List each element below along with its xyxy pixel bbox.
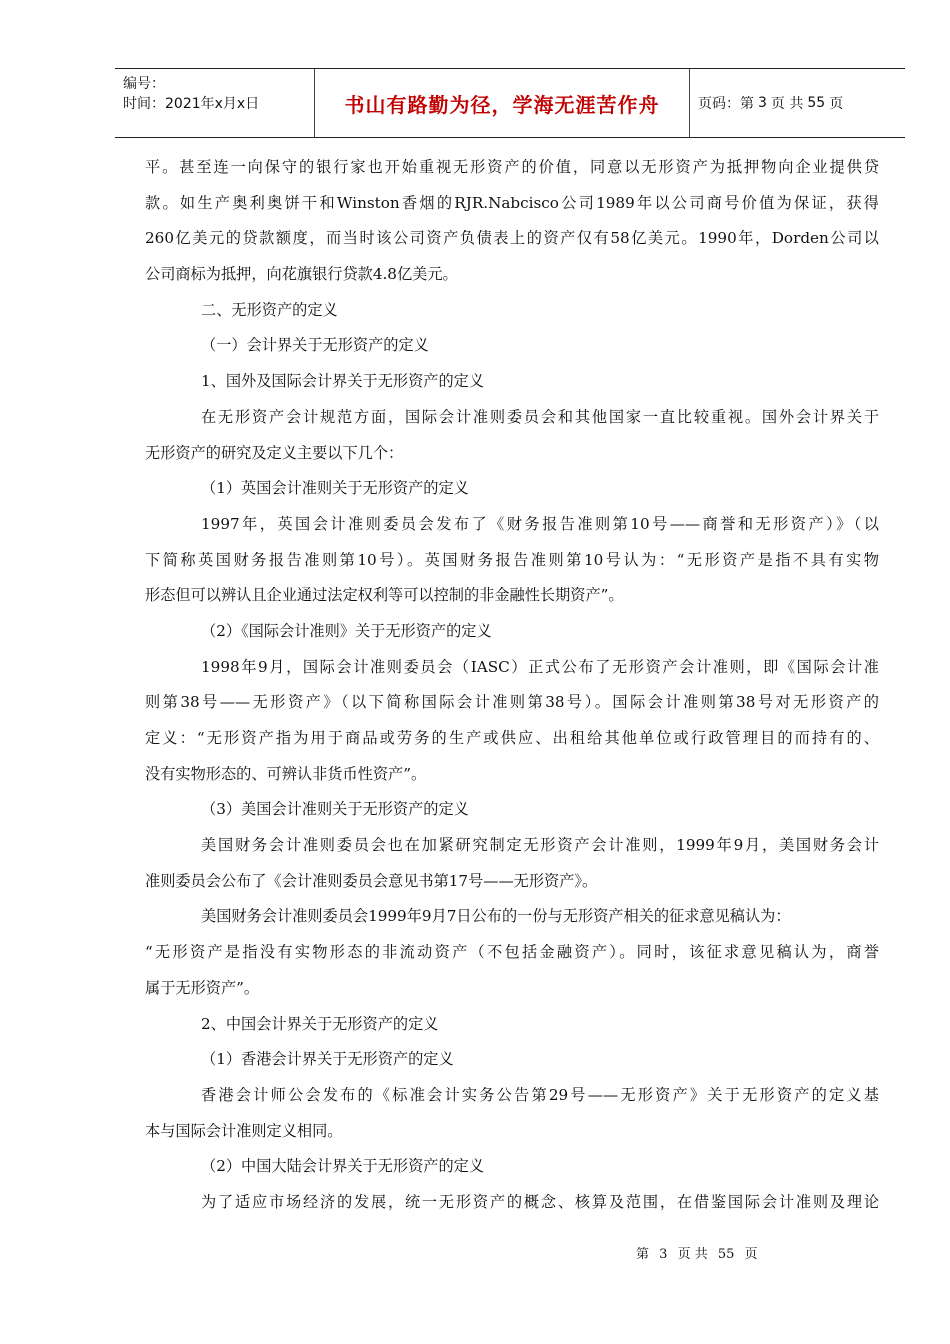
text-line: 平。甚至连一向保守的银行家也开始重视无形资产的价值，同意以无形资产为抵押物向企业提供贷 (145, 158, 879, 176)
page-mid: 页 共 (770, 96, 804, 112)
body-text (145, 150, 879, 1221)
footer-prefix: 第 (636, 1247, 650, 1262)
text-line: 则第38号——无形资产》（以下简称国际会计准则第38号）。国际会计准则第38号对无形资产的 (145, 693, 879, 712)
page-header (115, 68, 905, 138)
text-line: 公司商标为抵押，向花旗银行贷款4.8亿美元。 (145, 265, 458, 284)
footer-total: 55 (717, 1247, 735, 1262)
text-line: 款。如生产奥利奥饼干和Winston香烟的RJR.Nabcisco公司1989年以公司商号价值为保证，获得 (145, 193, 879, 212)
subsection-heading: 2、中国会计界关于无形资产的定义 (201, 1014, 439, 1033)
subsection-heading: （一）会计界关于无形资产的定义 (201, 336, 429, 355)
footer-mid: 页 共 (677, 1247, 708, 1262)
text-line: 香港会计师公会发布的《标准会计实务公告第29号——无形资产》关于无形资产的定义基 (201, 1085, 879, 1104)
motto: 书山有路勤为径，学海无涯苦作舟 (344, 92, 660, 117)
text-line: 准则委员会公布了《会计准则委员会意见书第17号——无形资产》。 (145, 871, 598, 890)
text-line: 1997年，英国会计准则委员会发布了《财务报告准则第10号——商誉和无形资产）》（以 (201, 514, 879, 533)
item-heading: （2）中国大陆会计界关于无形资产的定义 (201, 1157, 485, 1176)
header-meta (115, 69, 315, 137)
page-prefix: 页码：第 (698, 96, 754, 112)
item-heading: （2）《国际会计准则》关于无形资产的定义 (201, 621, 492, 640)
text-line: 下简称英国财务报告准则第10号）。英国财务报告准则第10号认为：“无形资产是指不具有实物 (145, 550, 879, 569)
footer-suffix: 页 (744, 1247, 758, 1262)
time-label: 时间：2021年x月x日 (123, 96, 260, 112)
item-heading: （1）英国会计准则关于无形资产的定义 (201, 479, 469, 498)
text-line: 1998年9月，国际会计准则委员会（IASC）正式公布了无形资产会计准则，即《国际会计准 (201, 657, 879, 676)
text-line: 美国财务会计准则委员会1999年9月7日公布的一份与无形资产相关的征求意见稿认为： (201, 907, 791, 926)
code-label: 编号： (123, 76, 165, 92)
text-line: 没有实物形态的、可辨认非货币性资产”。 (145, 764, 427, 783)
text-line: 本与国际会计准则定义相同。 (145, 1121, 343, 1140)
text-line: “无形资产是指没有实物形态的非流动资产（不包括金融资产）。同时，该征求意见稿认为，商誉 (145, 943, 879, 962)
page-footer (636, 1243, 764, 1262)
item-heading: （1）香港会计界关于无形资产的定义 (201, 1050, 454, 1069)
page-total: 55 (807, 95, 826, 111)
item-heading: （3）美国会计准则关于无形资产的定义 (201, 800, 469, 819)
page-current: 3 (758, 95, 767, 111)
text-line: 美国财务会计准则委员会也在加紧研究制定无形资产会计准则，1999年9月，美国财务会计 (201, 836, 879, 855)
subsection-heading: 1、国外及国际会计界关于无形资产的定义 (201, 372, 485, 391)
text-line: 无形资产的研究及定义主要以下几个： (145, 443, 404, 462)
text-line: 属于无形资产”。 (145, 978, 260, 997)
page-suffix: 页 (829, 96, 844, 112)
footer-current: 3 (659, 1247, 668, 1262)
text-line: 定义：“无形资产指为用于商品或劳务的生产或供应、出租给其他单位或行政管理目的而持有的、 (145, 729, 879, 747)
text-line: 260亿美元的贷款额度，而当时该公司资产负债表上的资产仅有58亿美元。1990年，Dorden公司以 (145, 229, 879, 248)
text-line: 形态但可以辨认且企业通过法定权利等可以控制的非金融性长期资产”。 (145, 586, 624, 605)
header-page-number (690, 69, 912, 137)
text-line: 在无形资产会计规范方面，国际会计准则委员会和其他国家一直比较重视。国外会计界关于 (201, 407, 879, 426)
header-motto-cell (315, 69, 690, 137)
section-heading: 二、无形资产的定义 (201, 300, 338, 319)
text-line: 为了适应市场经济的发展，统一无形资产的概念、核算及范围，在借鉴国际会计准则及理论 (201, 1192, 879, 1211)
